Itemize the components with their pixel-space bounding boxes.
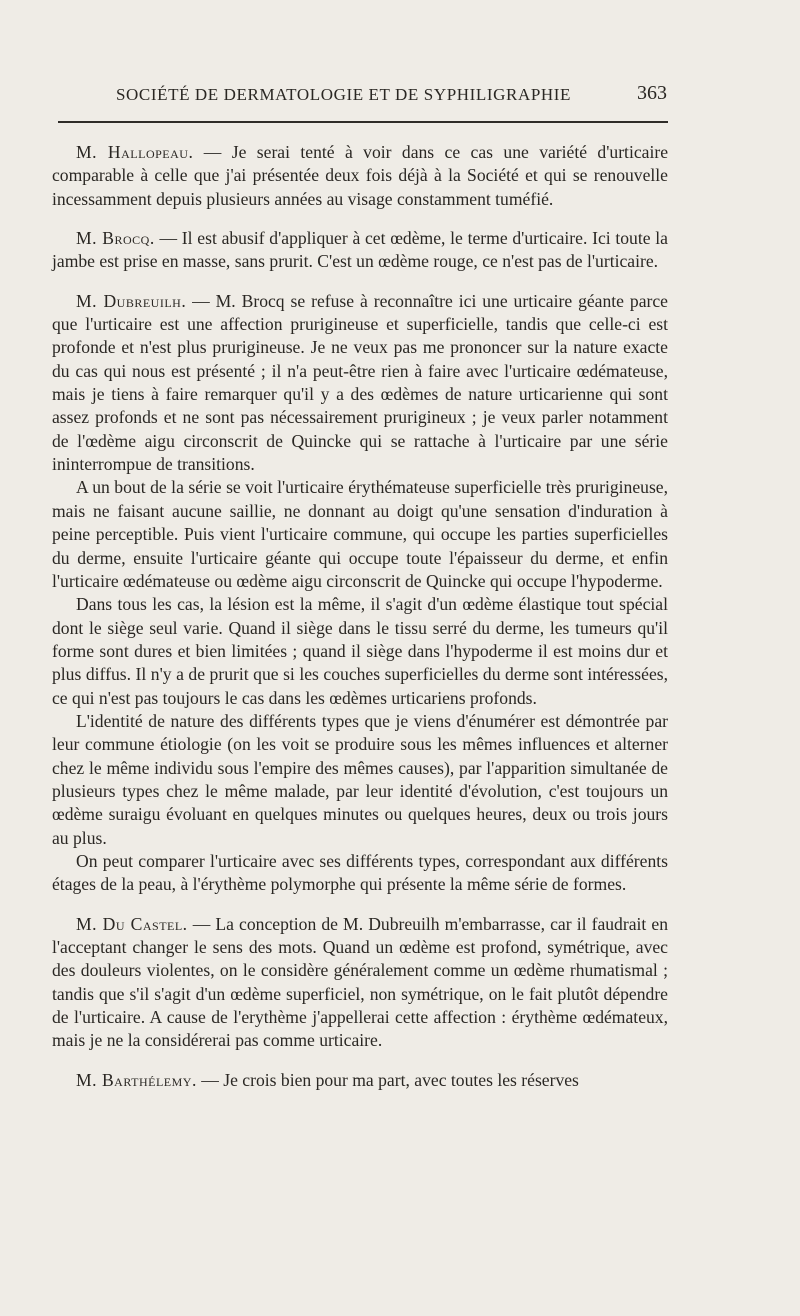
- paragraph-dubreuilh: [52, 290, 668, 477]
- paragraph-text: A un bout de la série se voit l'urticaire érythémateuse superficielle très prurigineuse, mais ne faisant aucune saillie, ne donnant au doigt qu'une sensation d'induration à peine perceptible. Puis vient l'urticaire commune, qui occupe les parties superficielles du derme, ensuite l'urticaire géante qui occupe toute l'épaisseur du derme, et enfin l'urticaire œdémateuse ou œdème aigu circonscrit de Quincke qui occupe l'hypoderme.: [52, 477, 668, 591]
- paragraph-text: — Je serai tenté à voir dans ce cas une variété d'urticaire comparable à celle que j'ai présentée deux fois déjà à la Société et qui se renouvelle incessamment depuis plusieurs années au visage constamment tuméfié.: [52, 142, 669, 209]
- speaker-name: M. Hallopeau.: [76, 142, 194, 162]
- running-title: SOCIÉTÉ DE DERMATOLOGIE ET DE SYPHILIGRAPHIE: [116, 85, 572, 104]
- paragraph-hallopeau: [52, 141, 668, 211]
- paragraph-text: — La conception de M. Dubreuilh m'embarrasse, car il faudrait en l'acceptant changer le sens des mots. Quand un œdème est profond, symétrique, avec des douleurs violentes, on le considère généralement comme un œdème rhumatismal ; tandis que s'il s'agit d'un œdème superficiel, non symétrique, on le fait plutôt dépendre de l'urticaire. A cause de l'erythème j'appellerai cette affection : érythème œdémateux, mais je ne la considérerai pas comme urticaire.: [52, 913, 668, 1051]
- paragraph-brocq: [52, 227, 668, 274]
- body-text: [52, 141, 668, 1092]
- paragraph-text: — M. Brocq se refuse à reconnaître ici une urticaire géante parce que l'urticaire est une affection prurigineuse et superficielle, tandis que celle-ci est profonde et n'est plus prurigineuse. Je ne veux pas me prononcer sur la nature exacte du cas qui nous est présenté ; il n'a peut-être rien à faire avec l'urticaire œdémateuse, mais je tiens à faire remarquer qu'il y a des œdèmes de nature urticarienne qui sont assez profonds et ne sont pas nécessairement prurigineux ; je veux parler notamment de l'œdème aigu circonscrit de Quincke qui se rattache à l'urticaire par une série ininterrompue de transitions.: [52, 290, 668, 475]
- paragraph-text: Dans tous les cas, la lésion est la même, il s'agit d'un œdème élastique tout spécial dont le siège seul varie. Quand il siège dans le tissu serré du derme, les tumeurs qu'il forme sont dures et bien limitées ; quand il siège dans l'hypoderme il est moins dur et plus diffus. Il n'y a de prurit que si les couches superficielles du derme sont intéressées, ce qui n'est pas toujours le cas dans les œdèmes urticariens profonds.: [52, 594, 668, 708]
- paragraph-text: — Je crois bien pour ma part, avec toutes les réserves: [196, 1069, 579, 1090]
- paragraph: [52, 710, 668, 850]
- speaker-name: M. Dubreuilh.: [76, 290, 187, 311]
- paragraph-text: — Il est abusif d'appliquer à cet œdème, le terme d'urticaire. Ici toute la jambe est prise en masse, sans prurit. C'est un œdème rouge, ce n'est pas de l'urticaire.: [52, 228, 668, 272]
- paragraph: [52, 476, 668, 593]
- speaker-name: M. Du Castel.: [76, 913, 188, 934]
- paragraph-text: L'identité de nature des différents types que je viens d'énumérer est démontrée par leur commune étiologie (on les voit se produire sous les mêmes influences et alterner chez le même individu sous l'empire des mêmes causes), par l'apparition simultanée de plusieurs types chez le même malade, par leur identité d'évolution, c'est toujours un œdème suraigu évoluant en quelques minutes ou quelques heures, deux ou trois jours au plus.: [52, 710, 668, 848]
- page-number: 363: [637, 82, 667, 104]
- paragraph-du-castel: [52, 913, 668, 1053]
- paragraph: [52, 850, 668, 897]
- speaker-name: M. Barthélemy.: [76, 1069, 197, 1090]
- header-rule: [58, 121, 668, 123]
- speaker-name: M. Brocq.: [76, 228, 155, 249]
- paragraph: [52, 593, 668, 710]
- paragraph-text: On peut comparer l'urticaire avec ses différents types, correspondant aux différents étages de la peau, à l'érythème polymorphe qui présente la même série de formes.: [52, 850, 668, 895]
- paragraph-barthelemy: [52, 1069, 668, 1092]
